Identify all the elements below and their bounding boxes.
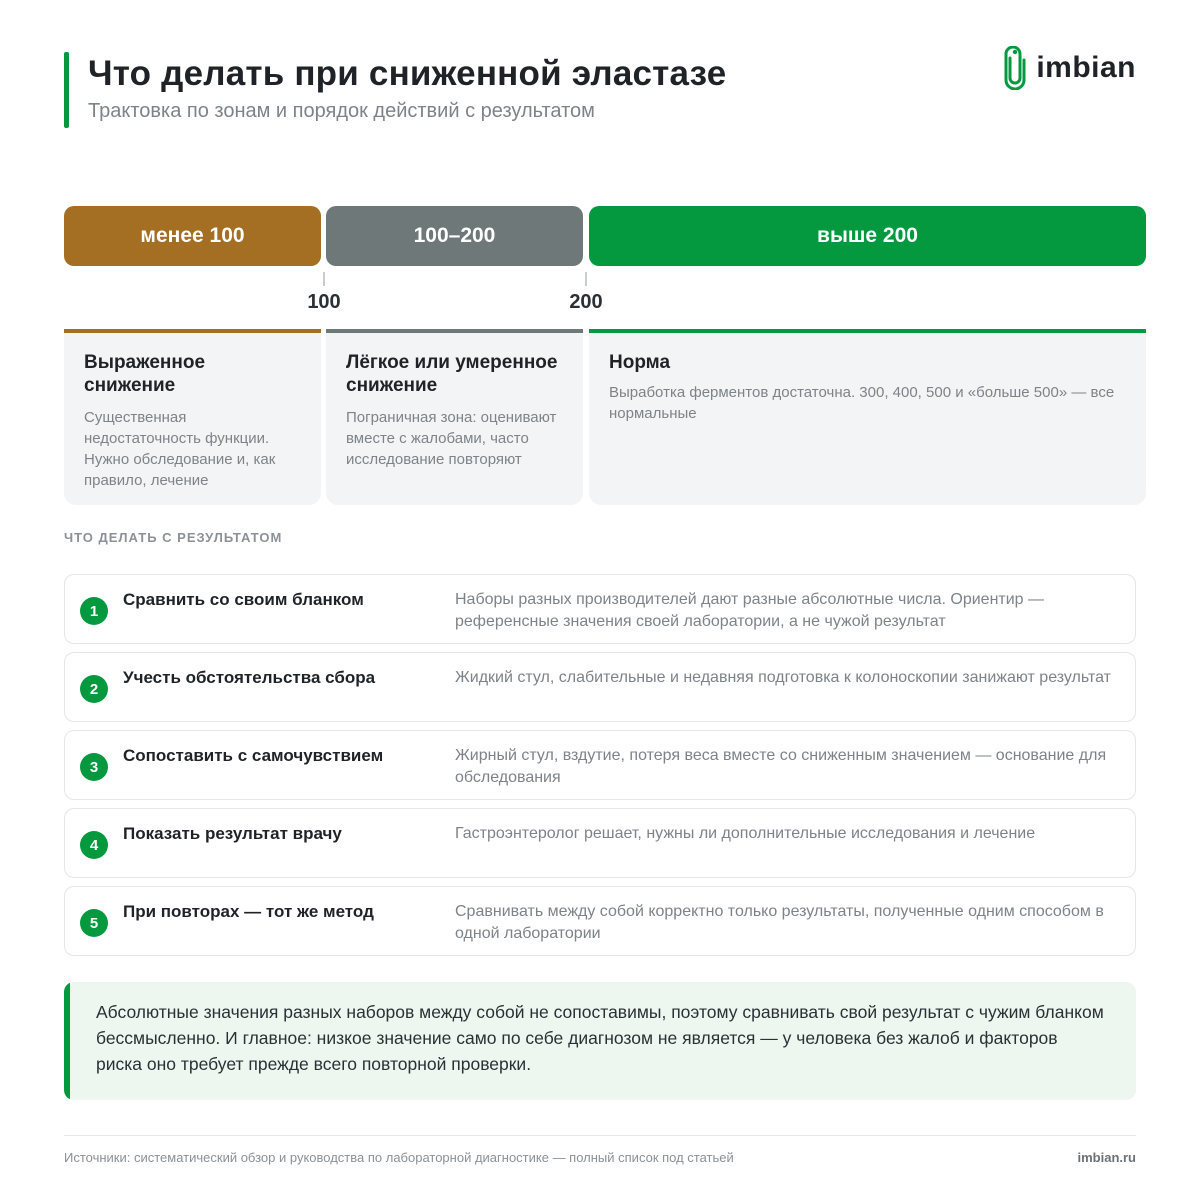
card-text: Выработка ферментов достаточна. 300, 400, 500 и «больше 500» — все нормальные <box>609 384 1115 422</box>
card-text: Пограничная зона: оценивают вместе с жалобами, часто исследование повторяют <box>346 409 557 468</box>
logo-text: imbian <box>1036 51 1136 84</box>
list-item <box>64 886 1136 956</box>
step-description: Гастроэнтеролог решает, нужны ли дополнительные исследования и лечение <box>455 825 1036 842</box>
zone-card-low <box>64 329 321 505</box>
footer-site-link[interactable]: imbian.ru <box>1077 1150 1136 1165</box>
card-text: Существенная недостаточность функции. Нужно обследование и, как правило, лечение <box>84 409 276 489</box>
page-subtitle: Трактовка по зонам и порядок действий с результатом <box>88 100 595 122</box>
card-accent <box>326 329 583 333</box>
step-title: Показать результат врачу <box>123 824 342 843</box>
card-title: Лёгкое или умеренное снижение <box>346 352 558 396</box>
paperclip-i-icon <box>1004 46 1026 90</box>
list-item <box>64 574 1136 644</box>
header <box>64 52 1136 128</box>
card-accent <box>589 329 1146 333</box>
zone-high: выше 200 <box>589 206 1146 266</box>
step-number-badge: 2 <box>80 675 108 703</box>
zone-mid: 100–200 <box>326 206 583 266</box>
step-description: Жидкий стул, слабительные и недавняя подготовка к колоноскопии занижают результат <box>455 669 1111 686</box>
card-title: Выраженное снижение <box>84 352 206 396</box>
tick-label-100: 100 <box>307 291 341 313</box>
zone-card-mid <box>326 329 583 505</box>
logo <box>1004 46 1136 90</box>
step-number-badge: 5 <box>80 909 108 937</box>
step-description: Наборы разных производителей дают разные абсолютные числа. Ориентир — референсные значения своей лаборатории, а не чужой результат <box>455 591 1045 630</box>
note-text: Абсолютные значения разных наборов между собой не сопоставимы, поэтому сравнивать свой результат с чужим бланком бессмысленно. И главное: низкое значение само по себе диагнозом не является — у человека без жалоб и факторов риска оно требует прежде всего повторной проверки. <box>96 1002 1104 1074</box>
step-title: Сопоставить с самочувствием <box>123 746 384 765</box>
header-accent-bar <box>64 52 69 128</box>
footer-sources: Источники: систематический обзор и руководства по лабораторной диагностике — полный список под статьей <box>64 1150 734 1165</box>
list-item <box>64 808 1136 878</box>
card-accent <box>64 329 321 333</box>
note-accent-bar <box>64 982 70 1100</box>
steps-list <box>64 574 1136 964</box>
step-description: Сравнивать между собой корректно только результаты, полученные одним способом в одной лаборатории <box>455 903 1104 942</box>
step-description: Жирный стул, вздутие, потеря веса вместе со сниженным значением — основание для обследования <box>455 747 1107 786</box>
tick-mark-100 <box>323 272 325 286</box>
footer-divider <box>64 1135 1136 1136</box>
step-number-badge: 4 <box>80 831 108 859</box>
zone-low: менее 100 <box>64 206 321 266</box>
step-title: Учесть обстоятельства сбора <box>123 668 376 687</box>
step-title: Сравнить со своим бланком <box>123 590 364 609</box>
page-title: Что делать при сниженной эластазе <box>88 54 727 93</box>
tick-mark-200 <box>585 272 587 286</box>
section-label: ЧТО ДЕЛАТЬ С РЕЗУЛЬТАТОМ <box>64 530 283 545</box>
tick-label-200: 200 <box>569 291 603 313</box>
step-number-badge: 3 <box>80 753 108 781</box>
step-title: При повторах — тот же метод <box>123 902 374 921</box>
card-title: Норма <box>609 352 671 373</box>
zone-card-high <box>589 329 1146 505</box>
step-number-badge: 1 <box>80 597 108 625</box>
list-item <box>64 730 1136 800</box>
list-item <box>64 652 1136 722</box>
note-box <box>64 982 1136 1100</box>
